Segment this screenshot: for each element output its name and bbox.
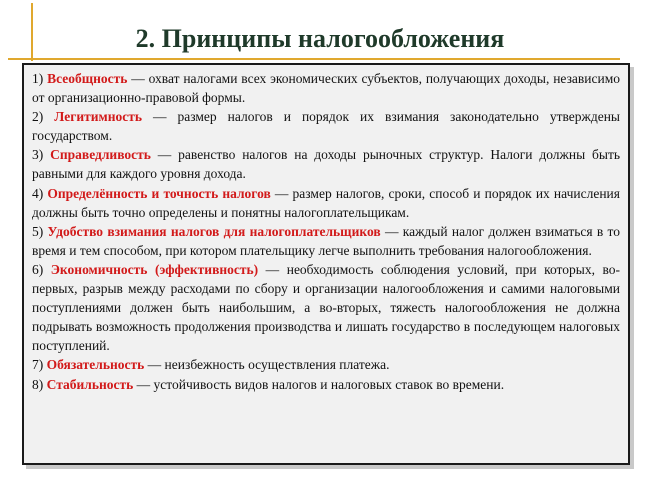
principle-number: 3) — [32, 147, 44, 163]
principle-item-8 — [32, 375, 620, 394]
principle-item-7 — [32, 355, 620, 374]
principle-term: Удобство взимания налогов для налогоплательщиков — [47, 223, 381, 239]
principle-item-1 — [32, 69, 620, 107]
principles-box — [22, 63, 630, 465]
principle-item-5 — [32, 222, 620, 260]
principle-item-6 — [32, 260, 620, 355]
principle-number: 1) — [32, 71, 44, 86]
principle-item-2 — [32, 107, 620, 145]
principle-description: — каждый налог должен взиматься в то время и тем способом, при котором плательщику легче выполнить требования налогообложения. — [32, 223, 621, 258]
principle-term: Определённость и точность налогов — [47, 185, 271, 201]
principle-number: 2) — [32, 109, 44, 125]
principle-description: — неизбежность осуществления платежа. — [144, 357, 390, 373]
principle-description: — размер налогов и порядок их взимания законодательно утверждены государством. — [32, 109, 620, 144]
slide-title: 2. Принципы налогообложения — [135, 24, 505, 53]
principle-term: Обязательность — [46, 357, 145, 373]
principle-description: — размер налогов, сроки, способ и порядок их начисления должны быть точно определены и понятны налогоплательщикам. — [32, 185, 620, 220]
principle-number: 4) — [32, 185, 44, 201]
principle-number: 5) — [32, 223, 44, 239]
principle-item-4 — [32, 184, 620, 222]
principle-term: Стабильность — [46, 376, 134, 392]
principle-number: 8) — [32, 376, 44, 392]
principle-description: — охват налогами всех экономических субъектов, получающих доходы, независимо от организационно-правовой формы. — [32, 71, 621, 106]
principle-term: Экономичность (эффективность) — [50, 261, 259, 277]
principle-term: Всеобщность — [47, 71, 128, 86]
principle-item-3 — [32, 145, 620, 183]
principle-number: 6) — [32, 261, 44, 277]
principle-term: Легитимность — [54, 109, 142, 125]
principle-description: — устойчивость видов налогов и налоговых ставок во времени. — [133, 376, 505, 392]
accent-horizontal-line — [8, 58, 620, 60]
principle-description: — равенство налогов на доходы рыночных структур. Налоги должны быть равными для каждого уровня дохода. — [32, 147, 620, 182]
principle-description: — необходимость соблюдения условий, при которых, во-первых, разрыв между расходами по сбору и организации налогообложения и самими налоговыми поступлениями должен быть наибольшим, а во-вторых, тяжесть налогообложения не должна подрывать возможность продолжения производства и лишать государство в последующем налоговых поступлений. — [32, 261, 620, 354]
principle-term: Справедливость — [50, 147, 151, 163]
principle-number: 7) — [32, 357, 44, 373]
accent-vertical-line — [31, 3, 33, 61]
